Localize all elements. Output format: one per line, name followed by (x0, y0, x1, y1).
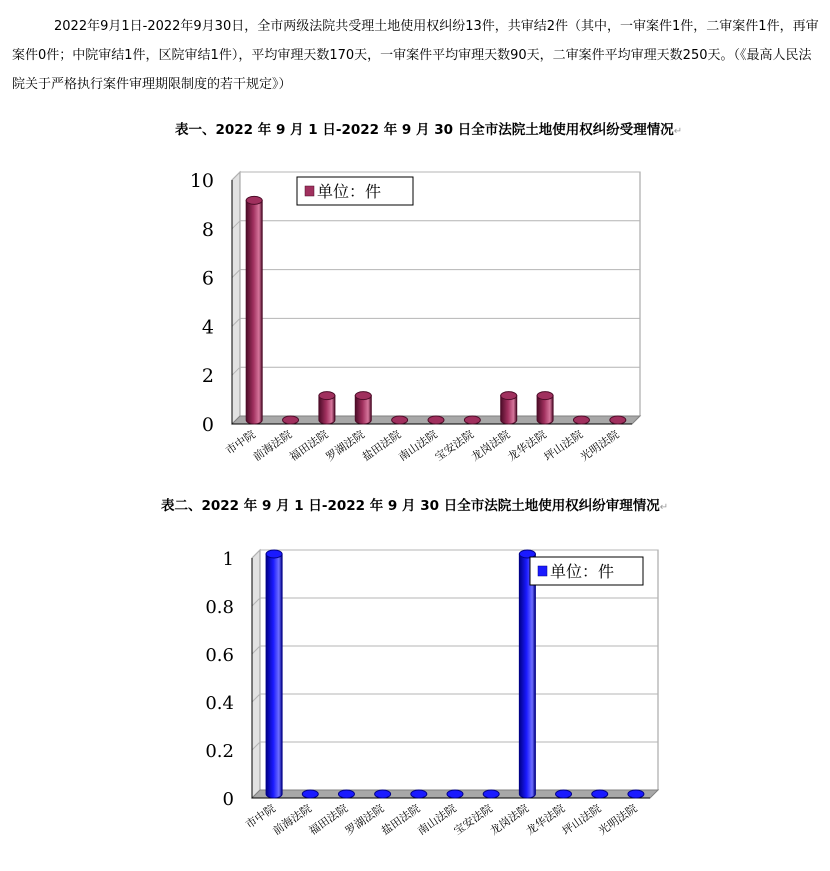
chart2-legend (530, 557, 643, 585)
paragraph-mark-icon: ↵ (659, 502, 669, 513)
chart1-bar-top (501, 392, 517, 400)
chart2-y-tick-label: 0.8 (205, 597, 234, 618)
chart1-y-tick-label: 6 (201, 267, 214, 290)
chart2-bar-top (302, 790, 318, 798)
chart2-y-tick-label: 0.6 (205, 645, 234, 666)
chart1-bar-top (283, 416, 299, 424)
chart2-bar-top (447, 790, 463, 798)
chart2-legend-swatch (538, 566, 547, 576)
chart2-caption (161, 494, 668, 514)
chart2-y-tick-label: 0.2 (205, 741, 234, 762)
chart2-bar-top (556, 790, 572, 798)
chart1-category-label: 坪山法院 (541, 427, 586, 464)
chart1-y-tick-label: 8 (201, 218, 214, 241)
chart2-category-label: 前海法院 (270, 801, 314, 838)
chart1-category-label: 龙岗法院 (468, 427, 513, 464)
chart2-bar-top (375, 790, 391, 798)
chart2-bar-top (338, 790, 354, 798)
chart1-category-label: 盐田法院 (359, 427, 404, 464)
chart1-side-wall (232, 172, 240, 424)
chart1-category-label: 罗湖法院 (323, 427, 367, 464)
chart1-bar-top (319, 392, 335, 400)
summary-paragraph: 2022年9月1日-2022年9月30日，全市两级法院共受理土地使用权纠纷13件，共审结2件（其中，一审案件1件，二审案件1件，再审案件0件；中院审结1件，区院审结1件），平均审理天数170天，一审案件平均审理天数90天，二审案件平均审理天数250天。（《最高人民法院关于严格执行案件审理期限制度的若干规定》） (12, 19, 819, 92)
chart1-y-tick-label: 4 (201, 316, 214, 339)
chart1-bar-top (355, 392, 371, 400)
chart1-bar-top (464, 416, 480, 424)
chart1-caption (175, 118, 682, 138)
chart1-category-label: 宝安法院 (432, 427, 477, 464)
chart1-caption-text: 表一、2022 年 9 月 1 日-2022 年 9 月 30 日全市法院土地使用权纠纷受理情况 (175, 122, 674, 138)
chart1-category-label: 光明法院 (578, 427, 622, 464)
chart2-category-label: 罗湖法院 (342, 801, 387, 838)
chart1-legend (297, 177, 413, 205)
chart2-bar-top (628, 790, 644, 798)
paragraph-mark-icon: ↵ (673, 126, 683, 137)
chart1-plot (190, 170, 640, 464)
chart1-category-label: 市中院 (223, 427, 258, 458)
chart1-category-label: 福田法院 (287, 427, 331, 464)
chart2-bar (266, 554, 282, 798)
chart2-bar-top (592, 790, 608, 798)
chart2-y-tick-label: 0 (222, 789, 234, 810)
chart2-category-label: 市中院 (243, 801, 278, 832)
chart2-svg (0, 540, 830, 870)
chart2-category-label: 宝安法院 (451, 801, 495, 838)
chart2-bar-top (411, 790, 427, 798)
chart1-bar-top (537, 392, 553, 400)
chart1-back-wall (240, 172, 640, 416)
chart2-category-label: 坪山法院 (559, 801, 604, 838)
chart1-bar-top (246, 196, 262, 204)
chart1-y-tick-label: 0 (201, 414, 214, 436)
chart2-category-label: 龙华法院 (523, 801, 568, 838)
chart2-category-label: 光明法院 (596, 801, 640, 838)
chart2-category-label: 福田法院 (306, 801, 351, 838)
chart1-bar-top (392, 416, 408, 424)
chart1-bar-top (573, 416, 589, 424)
chart2-category-label: 龙岗法院 (487, 801, 532, 838)
chart2-back-wall (260, 550, 658, 790)
chart1-bar (246, 200, 262, 424)
chart2-category-label: 盐田法院 (379, 801, 423, 838)
chart2-y-tick-label: 1 (222, 549, 234, 570)
chart1-svg (0, 160, 830, 480)
chart1-y-tick-label: 10 (189, 170, 214, 192)
chart1-bar-top (428, 416, 444, 424)
chart2-side-wall (252, 550, 260, 798)
chart1-y-tick-label: 2 (201, 365, 214, 388)
chart2-bar-top (266, 550, 282, 558)
chart1-category-label: 南山法院 (396, 427, 440, 464)
chart1-bar-top (610, 416, 626, 424)
chart2-category-label: 南山法院 (415, 801, 459, 838)
chart2-legend-label: 单位：件 (550, 562, 615, 581)
chart1-legend-label: 单位：件 (317, 182, 382, 201)
chart2-caption-text: 表二、2022 年 9 月 1 日-2022 年 9 月 30 日全市法院土地使用权纠纷审理情况 (161, 498, 660, 514)
chart2-bar-top (483, 790, 499, 798)
chart2-y-tick-label: 0.4 (205, 693, 234, 714)
chart1-category-label: 龙华法院 (505, 427, 549, 464)
chart2-bar (519, 554, 535, 798)
chart1-category-label: 前海法院 (250, 427, 295, 464)
chart1-legend-swatch (305, 186, 314, 196)
chart2-plot (205, 549, 658, 838)
